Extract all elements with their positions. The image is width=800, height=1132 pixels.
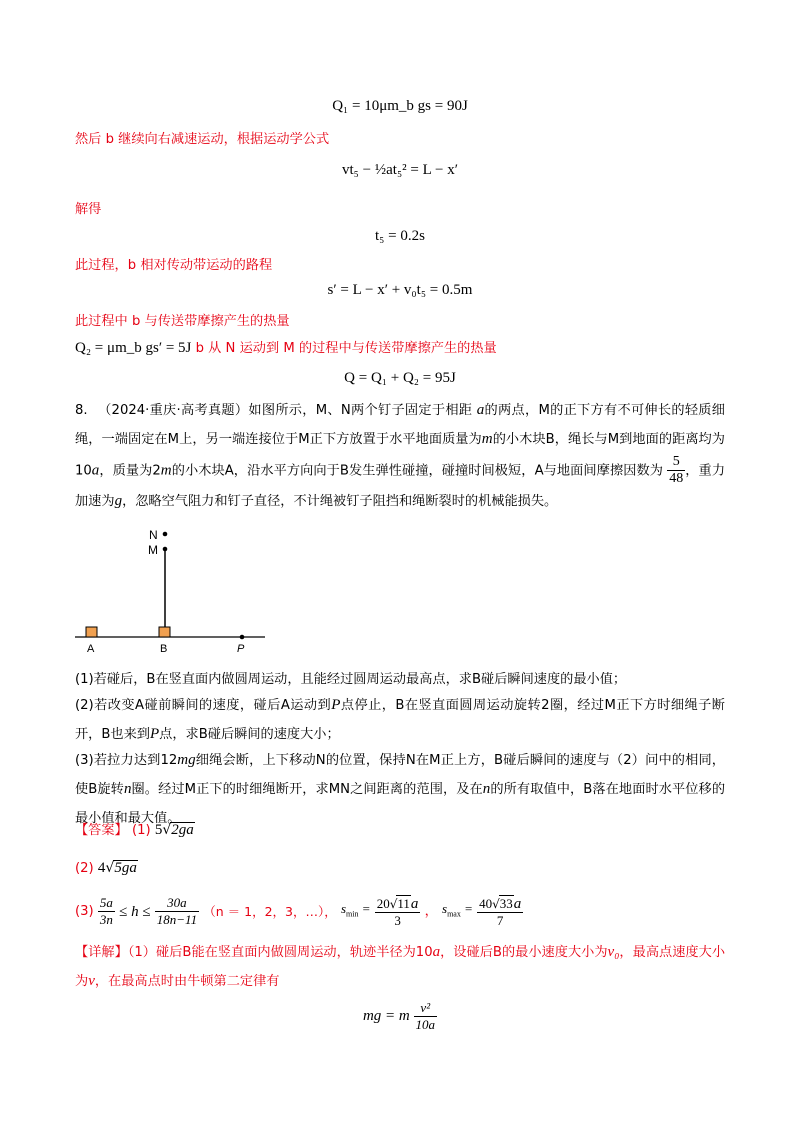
problem-figure [70, 522, 280, 656]
answer-2: (2) 4√5ga [75, 860, 137, 876]
friction-fraction: $\frac{5}{48}$ [669, 454, 684, 486]
label-P: P [237, 643, 245, 655]
label-M: M [148, 543, 158, 557]
detail-paragraph: 【详解】（1）碰后B能在竖直面内做圆周运动，轨迹半径为10a，设碰后B的最小速度大小为v₀，最高点速度大小为v，在最高点时由牛顿第二定律有 [75, 944, 726, 989]
equation-q: Q = Q₁ + Q₂ = 95J [344, 370, 456, 386]
equation-s: s′ = L − x′ + v₀t₅ = 0.5m [327, 282, 473, 298]
label-B: B [160, 643, 168, 655]
text-line-1: 然后 b 继续向右减速运动，根据运动学公式 [75, 132, 330, 147]
equation-vt5: vt₅ − ½at₅² = L − x′ [342, 162, 458, 178]
text-line-5-red: b 从 N 运动到 M 的过程中与传送带摩擦产生的热量 [195, 341, 497, 356]
equation-t5: t₅ = 0.2s [375, 228, 425, 244]
question-1: (1)若碰后，B在竖直面内做圆周运动，且能经过圆周运动最高点，求B碰后瞬间速度的最小值； [75, 672, 627, 687]
text-line-5 [75, 338, 497, 359]
equation-q2: Q₂ = μm_b gs′ = 5J [75, 340, 192, 356]
block-B [159, 627, 170, 637]
block-A [86, 627, 97, 637]
question-3: (3)若拉力达到12mg细绳会断，上下移动N的位置，保持N在M正上方，B碰后瞬间的速度与（2）问中的相同，使B旋转n圈。经过M正下的时细绳断开，求MN之间距离的范围，及在n的所有取值中，B落在地面时水平位移的最小值和最大值。 [75, 752, 726, 826]
answer-1: 【答案】 (1) 5√2ga [75, 822, 194, 838]
problem-source: （2024·重庆·高考真题） [98, 403, 249, 418]
detail-label: 【详解】 [75, 945, 128, 960]
text-line-2: 解得 [75, 202, 102, 217]
equation-final: mg = m $\frac{\text{v²}}{10a}$ [362, 1000, 436, 1032]
question-2: (2)若改变A碰前瞬间的速度，碰后A运动到P点停止，B在竖直面圆周运动旋转2圈，经过M正下方时细绳子断开，B也来到P点，求B碰后瞬间的速度大小； [75, 697, 725, 742]
text-line-3: 此过程，b 相对传动带运动的路程 [75, 258, 273, 273]
answer-label: 【答案】 [75, 823, 128, 838]
problem-8: 8. （2024·重庆·高考真题）如图所示，M、N两个钉子固定于相距 a的两点，M的正下方有不可伸长的轻质细绳，一端固定在M上，另一端连接位于M正下方放置于水平地面质量为m的小木块B，绳长与M到地面的距离均为10a，质量为2m的小木块A，沿水平方向向于B发生弹性碰撞，碰撞时间极短，A与地面间摩擦因数为 $\frac{5}{48}$ ，重力加速为g，忽略空气阻力和钉子直径，不计绳被钉子阻挡和绳断裂时的机械能损失。 [75, 402, 726, 509]
label-N: N [149, 528, 158, 542]
nail-N [163, 532, 168, 537]
equation-q1: Q₁ = 10μm_b gs = 90J [332, 98, 468, 114]
problem-number: 8. [75, 403, 88, 418]
point-P [240, 635, 245, 640]
label-A: A [87, 643, 95, 655]
text-line-4: 此过程中 b 与传送带摩擦产生的热量 [75, 314, 290, 329]
answer-3: (3) $\frac{5a}{3n}$ ≤ h ≤ $\frac{30a}{18n-11}$ （n ＝ 1，2，3，…）， $s_{min}$ = $\frac{20√11a}{3}$ ， $s_{max}$ = $\frac{40√33a}{7}$ [75, 895, 522, 928]
